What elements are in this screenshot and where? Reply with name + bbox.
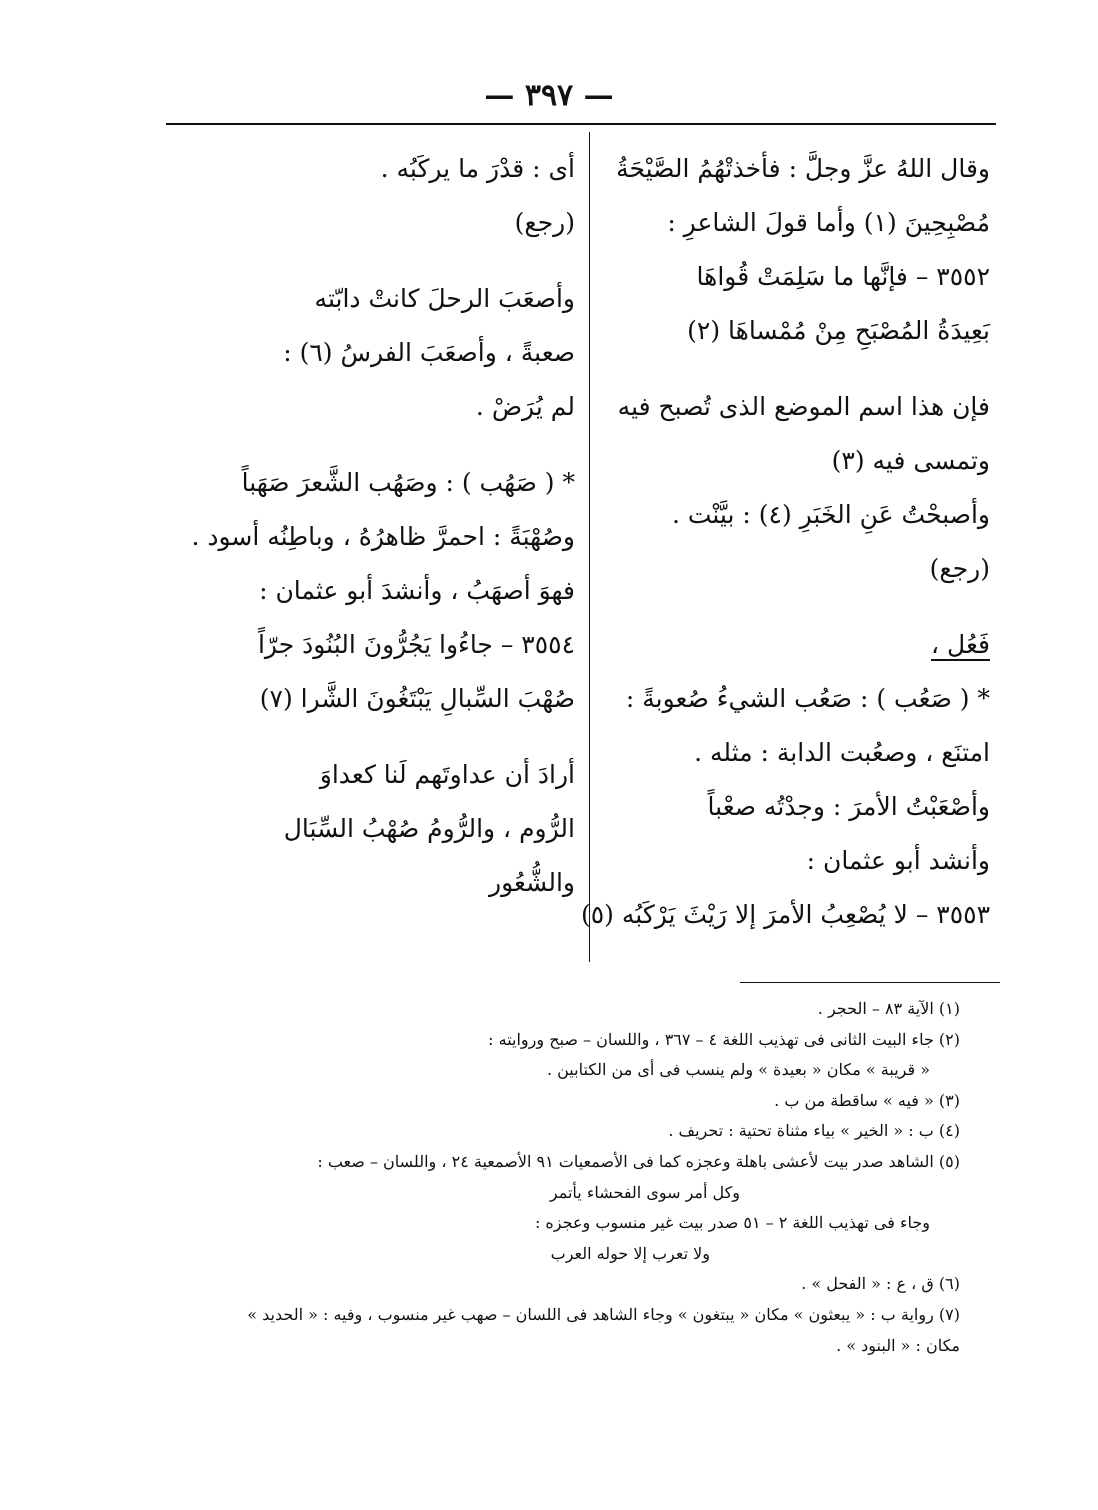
text-line: فهوَ أصهَبُ ، وأنشدَ أبو عثمان : bbox=[259, 576, 575, 605]
text-line: صعبةً ، وأصعَبَ الفرسُ (٦) : bbox=[283, 338, 575, 367]
text-line: وأصْعَبْتُ الأمرَ : وجدْتُه صعْباً bbox=[707, 792, 990, 821]
verse-line: ٣٥٥٣ – لا يُصْعِبُ الأمرَ إلا رَيْثَ يَرْكَبُه (٥) bbox=[580, 900, 990, 929]
root-heading: (رجع) bbox=[929, 554, 990, 583]
text-line: فإن هذا اسم الموضع الذى تُصبح فيه bbox=[617, 392, 990, 421]
text-line: وأنشد أبو عثمان : bbox=[806, 846, 990, 875]
root-heading: (رجع) bbox=[514, 208, 575, 237]
verse-line: بَعِيدَةُ المُصْبَحِ مِنْ مُمْساهَا (٢) bbox=[687, 316, 990, 345]
verse-line: ٣٥٥٢ – فإنَّها ما سَلِمَتْ قُواهَا bbox=[696, 262, 990, 291]
footnote-verse: ولا تعرب إلا حوله العرب bbox=[550, 1243, 710, 1263]
text-line: وتمسى فيه (٣) bbox=[831, 446, 990, 475]
left-column bbox=[180, 142, 575, 910]
footnote: (١) الآية ٨٣ – الحجر . bbox=[817, 999, 960, 1018]
section-title-text: فَعُل ، bbox=[931, 630, 990, 659]
footnotes bbox=[160, 994, 960, 1361]
footnote-continuation: « قريبة » مكان « بعيدة » ولم ينسب فى أى من الكتابين . bbox=[546, 1060, 930, 1080]
text-line: الرُّوم ، والرُّومُ صُهْبُ السِّبَال bbox=[283, 814, 575, 843]
footnote: (٥) الشاهد صدر بيت لأعشى باهلة وعجزه كما فى الأصمعيات ٩١ الأصمعية ٢٤ ، واللسان – صعب : bbox=[317, 1151, 960, 1171]
footnote: (٧) رواية ب : « يبعثون » مكان « يبتغون » وجاء الشاهد فى اللسان – صهب غير منسوب ، وفيه : « الحديد » bbox=[247, 1304, 960, 1324]
text-line: أى : قدْرَ ما يركَبُه . bbox=[380, 154, 575, 183]
footnote: (٤) ب : « الخير » بياء مثناة تحتية : تحريف . bbox=[668, 1121, 960, 1141]
footnote: (٢) جاء البيت الثانى فى تهذيب اللغة ٤ – ٣٦٧ ، واللسان – صبح وروايته : bbox=[488, 1029, 960, 1049]
footnote-rule bbox=[740, 982, 1000, 983]
footnote: (٣) « فيه » ساقطة من ب . bbox=[774, 1090, 960, 1110]
footnote-verse: وكل أمر سوى الفحشاء يأتمر bbox=[549, 1182, 740, 1202]
footnote-continuation: مكان : « البنود » . bbox=[836, 1335, 960, 1355]
text-line: وقال اللهُ عزَّ وجلَّ : فأخذتْهُمُ الصَّيْحَةُ bbox=[616, 154, 990, 183]
page-number: — ٣٩٧ — bbox=[484, 78, 614, 113]
text-line: وأصبحْتُ عَنِ الخَبَرِ (٤) : بيَّنْت . bbox=[671, 500, 990, 529]
footnote-continuation: وجاء فى تهذيب اللغة ٢ – ٥١ صدر بيت غير منسوب وعجزه : bbox=[534, 1213, 930, 1233]
text-line: أرادَ أن عداوتَهم لَنا كعداوَ bbox=[319, 760, 575, 789]
footnote: (٦) ق ، ع : « الفحل » . bbox=[801, 1274, 960, 1294]
text-line: مُصْبِحِينَ (١) وأما قولَ الشاعرِ : bbox=[667, 208, 990, 237]
section-title bbox=[605, 618, 990, 672]
column-divider bbox=[589, 132, 590, 962]
header-rule bbox=[166, 123, 996, 125]
text-line: وأصعَبَ الرحلَ كانتْ دابّته bbox=[314, 284, 575, 313]
text-line: والشُّعُور bbox=[489, 868, 575, 897]
text-line: لم يُرَضْ . bbox=[475, 392, 575, 421]
verse-line: صُهْبَ السِّبالِ يَبْتَغُونَ الشَّرا (٧) bbox=[259, 684, 575, 713]
right-column bbox=[580, 142, 990, 942]
entry-line: * ( صَهُب ) : وصَهُب الشَّعرَ صَهَباً bbox=[241, 468, 575, 497]
entry-line: * ( صَعُب ) : صَعُب الشيءُ صُعوبةً : bbox=[625, 684, 990, 713]
text-line: امتنَع ، وصعُبت الدابة : مثله . bbox=[694, 738, 990, 767]
verse-line: ٣٥٥٤ – جاءُوا يَجُرُّونَ البُنُودَ جرّاً bbox=[257, 630, 575, 659]
text-line: وصُهْبَةً : احمرَّ ظاهرُهُ ، وباطِنُه أسود . bbox=[191, 522, 575, 551]
